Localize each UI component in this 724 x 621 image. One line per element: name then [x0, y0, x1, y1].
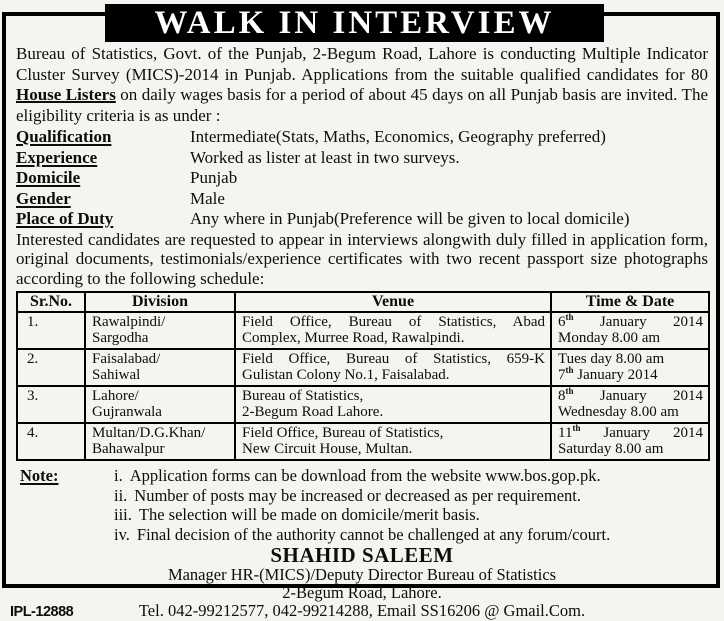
time-date-line: Saturday 8.00 am: [558, 440, 664, 457]
note-number: iii.: [114, 505, 132, 524]
contact-line: Tel. 042-99212577, 042-99214288, Email SS16206 @ Gmail.Com.: [138, 601, 586, 620]
cell-sr-no: 2.: [17, 349, 85, 386]
cell-venue: [235, 386, 551, 423]
division-line: Lahore/: [92, 388, 139, 404]
venue-line: Field Office, Bureau of Statistics, 659-K: [242, 351, 545, 367]
cell-division: [85, 349, 235, 386]
column-header: Division: [85, 292, 235, 312]
criteria-value: Male: [190, 188, 225, 208]
cell-venue: [235, 312, 551, 349]
signatory-designation: Manager HR-(MICS)/Deputy Director Bureau of Statistics: [167, 565, 557, 584]
cell-venue: [235, 423, 551, 460]
criteria-row: [16, 189, 708, 210]
criteria-label: Experience: [16, 147, 98, 167]
intro-text-after: on daily wages basis for a period of about 45 days on all Punjab basis are invited. The eligibility criteria is as under :: [16, 85, 708, 125]
cell-sr-no: 4.: [17, 423, 85, 460]
note-text: The selection will be made on domicile/merit basis.: [138, 505, 480, 524]
note-number: i.: [114, 466, 123, 485]
ordinal-suffix: th: [565, 364, 574, 375]
note-item: [114, 486, 708, 506]
ordinal-suffix: th: [572, 423, 581, 433]
contact-row: [10, 601, 708, 621]
ad-ref-code: IPL-12888: [10, 604, 74, 620]
criteria-label: Domicile: [16, 168, 81, 187]
criteria-value: Any where in Punjab(Preference will be given to local domicile): [190, 209, 630, 228]
cell-division: [85, 423, 235, 460]
criteria-row: [16, 127, 708, 148]
table-row: [17, 312, 709, 349]
cell-division: [85, 312, 235, 349]
table-header-row: [17, 292, 709, 312]
page-title: WALK IN INTERVIEW: [154, 5, 555, 41]
division-line: Sargodha: [92, 329, 149, 346]
cell-time-date: [551, 312, 709, 349]
note-text: Number of posts may be increased or decreased as per requirement.: [134, 485, 581, 505]
cell-time-date: [551, 423, 709, 460]
schedule-intro-paragraph: Interested candidates are requested to appear in interviews alongwith duly filled in application form, original documents, testimonials/experience certificates with two recent passport size photographs according to the following schedule:: [16, 229, 708, 288]
column-header: Sr.No.: [17, 292, 85, 312]
column-header: Venue: [235, 292, 551, 312]
division-line: Bahawalpur: [92, 440, 165, 457]
criteria-row: [16, 168, 708, 189]
time-date-line: 11th January 2014: [558, 423, 703, 441]
time-date-line: Monday 8.00 am: [558, 329, 661, 346]
note-item: [114, 525, 708, 545]
table-row: [17, 349, 709, 386]
ordinal-suffix: th: [565, 386, 574, 396]
criteria-row: [16, 209, 708, 230]
time-date-line: 8th January 2014: [558, 386, 703, 404]
time-date-line: Wednesday 8.00 am: [558, 403, 679, 420]
note-item: [114, 505, 708, 525]
ordinal-suffix: th: [565, 312, 574, 322]
venue-line: Bureau of Statistics,: [242, 388, 364, 404]
ad-content: [6, 16, 716, 621]
venue-line: Gulistan Colony No.1, Faisalabad.: [242, 366, 450, 383]
criteria-value: Intermediate(Stats, Maths, Economics, Geography preferred): [190, 127, 606, 146]
table-row: [17, 423, 709, 460]
note-text: Final decision of the authority cannot be challenged at any forum/court.: [136, 524, 611, 544]
title-banner: [105, 4, 604, 42]
column-header: Time & Date: [551, 292, 709, 312]
signature-block: [10, 543, 708, 621]
cell-time-date: [551, 386, 709, 423]
criteria-row: [16, 148, 708, 169]
criteria-label: Qualification: [16, 127, 112, 146]
note-label: Note:: [20, 466, 59, 485]
division-line: Sahiwal: [92, 366, 141, 383]
interview-schedule-table: [16, 291, 710, 461]
criteria-label: Gender: [16, 188, 71, 208]
venue-line: 2-Begum Road Lahore.: [242, 403, 384, 420]
intro-text-before: Bureau of Statistics, Govt. of the Punjab, 2-Begum Road, Lahore is conducting Multiple Indicator Cluster Survey (MICS)-2014 in Punjab. Applications from the suitable qualified candidates for 80: [16, 44, 708, 84]
intro-paragraph: [16, 44, 708, 126]
signatory-name: SHAHID SALEEM: [270, 543, 454, 567]
division-line: Rawalpindi/: [92, 314, 166, 330]
criteria-label: Place of Duty: [16, 209, 114, 228]
division-line: Faisalabad/: [92, 351, 161, 367]
cell-time-date: [551, 349, 709, 386]
cell-sr-no: 1.: [17, 312, 85, 349]
time-date-line: Tues day 8.00 am: [558, 351, 665, 367]
note-items-list: [114, 466, 708, 544]
venue-line: New Circuit House, Multan.: [242, 440, 413, 457]
time-date-line: 7th January 2014: [558, 364, 658, 383]
venue-line: Field Office, Bureau of Statistics,: [242, 425, 444, 441]
cell-division: [85, 386, 235, 423]
venue-line: Complex, Murree Road, Rawalpindi.: [242, 329, 465, 346]
house-listers-highlight: House Listers: [16, 85, 116, 104]
division-line: Multan/D.G.Khan/: [92, 425, 206, 441]
note-number: ii.: [114, 485, 128, 505]
eligibility-criteria-list: [16, 127, 708, 230]
table-row: [17, 386, 709, 423]
criteria-value: Punjab: [190, 168, 238, 187]
note-text: Application forms can be download from the website www.bos.gop.pk.: [129, 466, 601, 485]
time-date-line: 6th January 2014: [558, 312, 703, 330]
note-number: iv.: [114, 524, 130, 544]
signatory-address: 2-Begum Road, Lahore.: [282, 583, 442, 602]
note-section: [16, 466, 708, 544]
division-line: Gujranwala: [92, 403, 162, 420]
cell-sr-no: 3.: [17, 386, 85, 423]
venue-line: Field Office, Bureau of Statistics, Abad: [242, 314, 545, 330]
criteria-value: Worked as lister at least in two surveys.: [190, 147, 460, 167]
note-item: [114, 466, 708, 486]
cell-venue: [235, 349, 551, 386]
ad-border-box: [2, 5, 720, 620]
